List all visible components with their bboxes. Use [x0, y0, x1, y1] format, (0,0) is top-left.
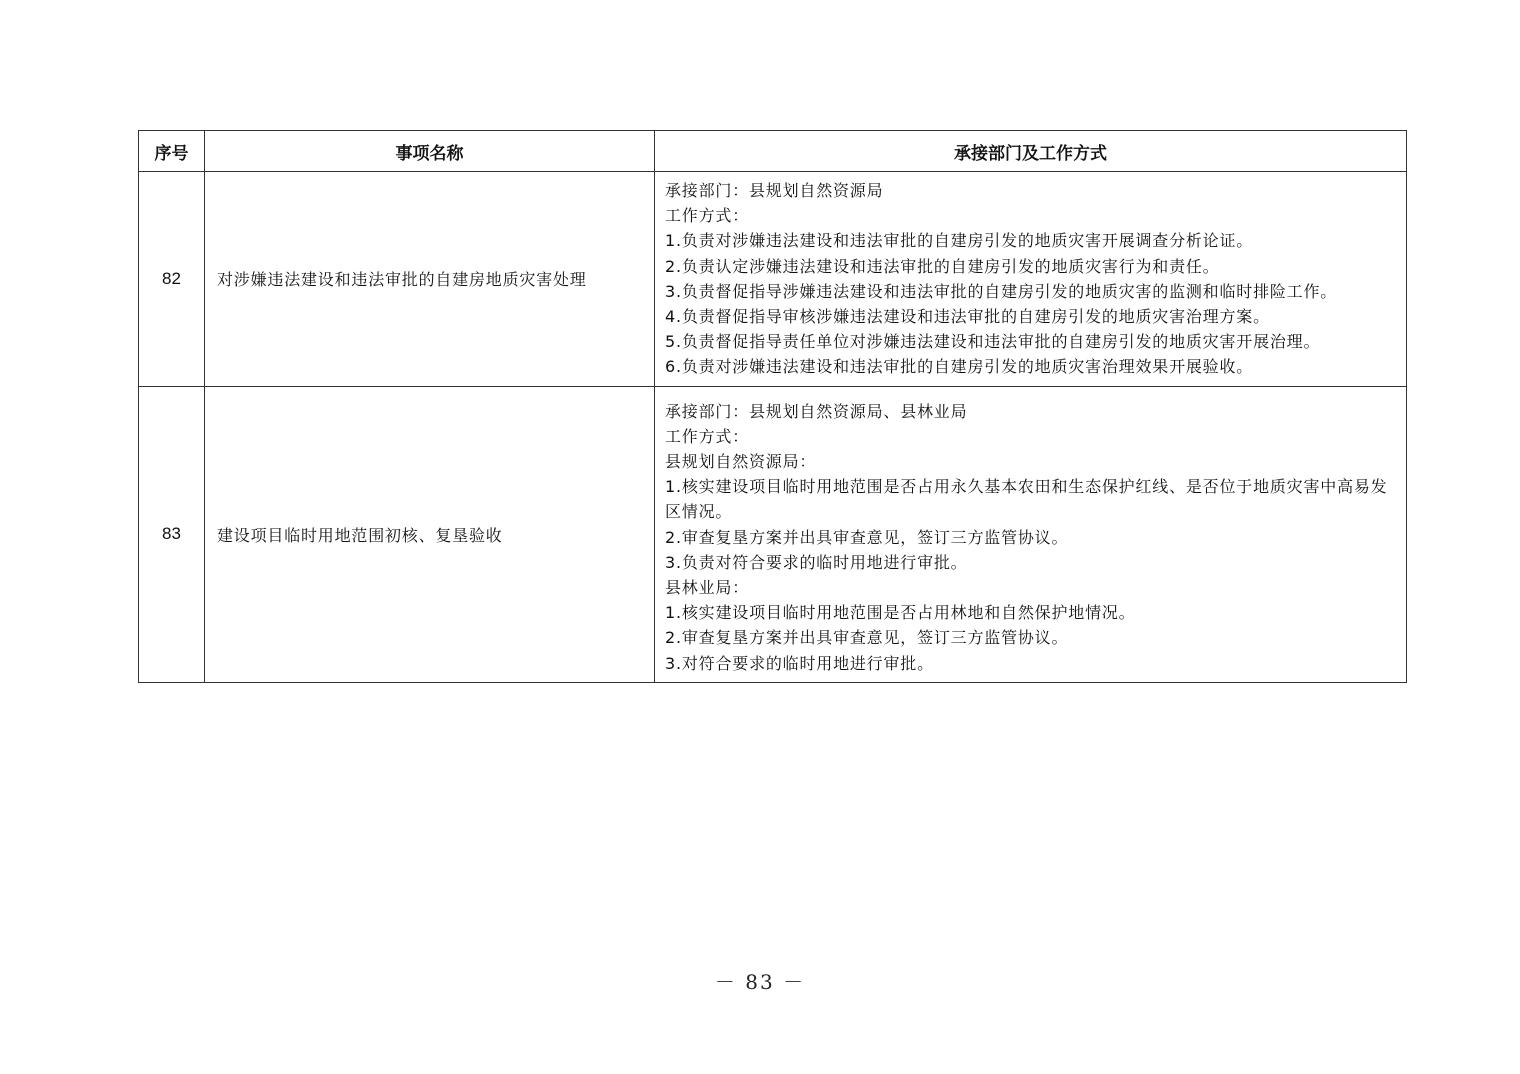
row-serial-number: 83 — [139, 386, 205, 682]
detail-line: 6.负责对涉嫌违法建设和违法审批的自建房引发的地质灾害治理效果开展验收。 — [665, 357, 1254, 377]
table-header-row — [139, 131, 1407, 172]
detail-line: 工作方式： — [665, 206, 750, 226]
page-number: － 83 － — [714, 970, 806, 994]
detail-line: 3.负责督促指导涉嫌违法建设和违法审批的自建房引发的地质灾害的监测和临时排险工作。 — [665, 281, 1338, 301]
row-serial-number: 82 — [139, 172, 205, 387]
detail-line: 3.对符合要求的临时用地进行审批。 — [665, 653, 934, 673]
detail-line: 4.负责督促指导审核涉嫌违法建设和违法审批的自建房引发的地质灾害治理方案。 — [665, 307, 1270, 327]
detail-line: 县规划自然资源局： — [665, 452, 817, 472]
header-department-and-method: 承接部门及工作方式 — [655, 131, 1407, 172]
row-item-name: 建设项目临时用地范围初核、复垦验收 — [205, 386, 655, 682]
header-item-name: 事项名称 — [205, 131, 655, 172]
table-row — [139, 386, 1407, 682]
matters-table — [138, 130, 1407, 683]
header-serial-number: 序号 — [139, 131, 205, 172]
detail-line: 县林业局： — [665, 578, 750, 598]
table-row — [139, 172, 1407, 387]
row-department-details — [655, 172, 1407, 387]
detail-line: 5.负责督促指导责任单位对涉嫌违法建设和违法审批的自建房引发的地质灾害开展治理。 — [665, 332, 1321, 352]
row-item-name: 对涉嫌违法建设和违法审批的自建房地质灾害处理 — [205, 172, 655, 387]
detail-line: 2.审查复垦方案并出具审查意见，签订三方监管协议。 — [665, 628, 1069, 648]
detail-line: 3.负责对符合要求的临时用地进行审批。 — [665, 552, 968, 572]
detail-line: 2.审查复垦方案并出具审查意见，签订三方监管协议。 — [665, 527, 1069, 547]
detail-line: 承接部门：县规划自然资源局 — [665, 181, 884, 200]
detail-line: 1.负责对涉嫌违法建设和违法审批的自建房引发的地质灾害开展调查分析论证。 — [665, 231, 1254, 251]
detail-line: 工作方式： — [665, 426, 750, 446]
detail-line: 2.负责认定涉嫌违法建设和违法审批的自建房引发的地质灾害行为和责任。 — [665, 256, 1220, 276]
detail-line: 1.核实建设项目临时用地范围是否占用永久基本农田和生态保护红线、是否位于地质灾害中高易发区情况。 — [665, 477, 1388, 522]
detail-line: 1.核实建设项目临时用地范围是否占用林地和自然保护地情况。 — [665, 603, 1136, 623]
row-department-details — [655, 386, 1407, 682]
detail-line: 承接部门：县规划自然资源局、县林业局 — [665, 401, 968, 421]
